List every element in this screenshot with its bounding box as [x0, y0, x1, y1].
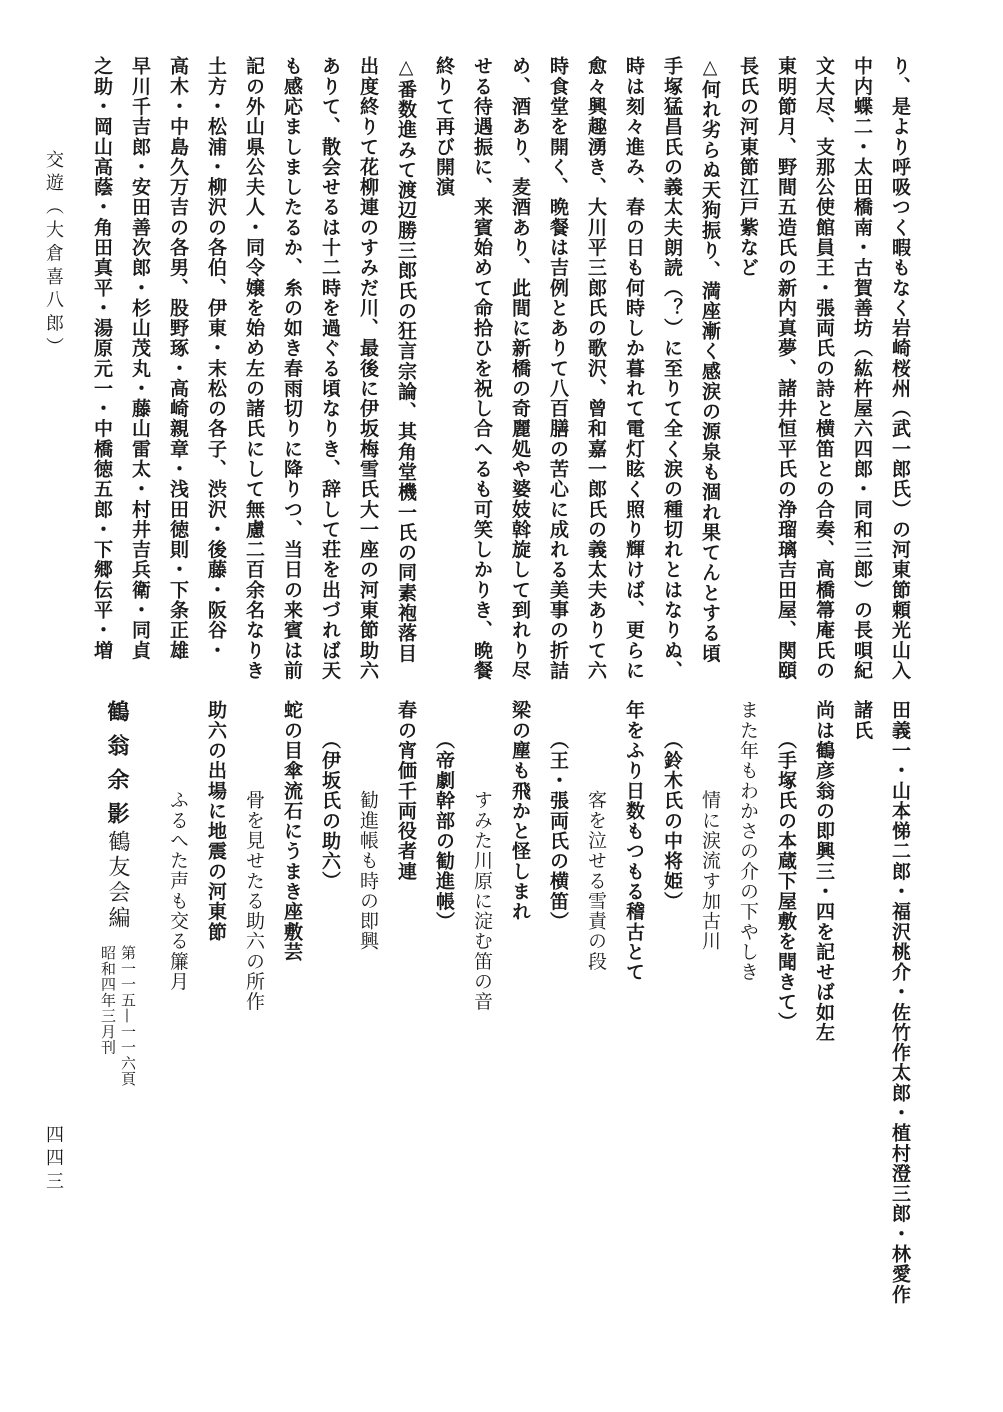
text-line: 時は刻々進み、春の日も何時しか暮れて電灯眩く照り輝けば、更らに	[623, 56, 645, 681]
book-editor: 鶴友会編	[105, 830, 130, 932]
text-line: 之助・岡山高蔭・角田真平・湯原元一・中橋徳五郎・下郷伝平・増	[91, 56, 113, 661]
text-line: 愈々興趣湧き、大川平三郎氏の歌沢、曾和嘉一郎氏の義太夫ありて六	[585, 56, 607, 681]
text-line: （手塚氏の本蔵下屋敷を聞きて）	[775, 730, 797, 1033]
text-line: 長氏の河東節江戸紫など	[737, 56, 759, 278]
poem-line: すみた川原に淀む笛の音	[471, 790, 493, 1012]
text-line: （帝劇幹部の勧進帳）	[433, 730, 455, 932]
text-line: 尚は鶴彦翁の即興三・四を記せば如左	[813, 700, 835, 1043]
text-line: 田義一・山本悌二郎・福沢桃介・佐竹作太郎・植村澄三郎・林愛作	[889, 700, 911, 1305]
text-line: 高木・中島久万吉の各男、股野琢・高崎親章・浅田徳則・下条正雄	[167, 56, 189, 661]
poem-line: 春の宵価千両役者連	[395, 700, 417, 882]
text-line: り、是より呼吸つく暇もなく岩崎桜州（武一郎氏）の河東節頼光山入	[889, 56, 911, 681]
poem-line: 年をふり日数もつもる稽古とて	[623, 700, 645, 982]
text-line: 東明節月、野間五造氏の新内真夢、諸井恒平氏の浄瑠璃吉田屋、関頤	[775, 56, 797, 681]
text-line: △番数進みて渡辺勝三郎氏の狂言宗論、其角堂機一氏の同素袍落目	[395, 56, 417, 664]
text-line: 中内蝶二・太田橋南・古賀善坊（紘杵屋六四郎・同和三郎）の長唄紀	[851, 56, 873, 681]
text-line: 時食堂を開く、晩餐は吉例とありて八百膳の苦心に成れる美事の折詰	[547, 56, 569, 681]
text-line: （伊坂氏の助六）	[319, 730, 341, 892]
text-line: 土方・松浦・柳沢の各伯、伊東・末松の各子、渋沢・後藤・阪谷・	[205, 56, 227, 661]
text-line: 出度終りて花柳連のすみだ川、最後に伊坂梅雪氏大一座の河東節助六	[357, 56, 379, 681]
text-line: （鈴木氏の中将姫）	[661, 730, 683, 912]
text-line: （王・張両氏の横笛）	[547, 730, 569, 932]
text-line: 記の外山県公夫人・同令嬢を始め左の諸氏にして無慮二百余名なりき	[243, 56, 265, 681]
poem-line: 客を泣せる雪責の段	[585, 790, 607, 972]
poem-line: 助六の出場に地震の河東節	[205, 700, 227, 942]
text-line: ありて、散会せるは十二時を過ぐる頃なりき、辞して荘を出づれば天	[319, 56, 341, 681]
poem-line: 蛇の目傘流石にうまき座敷芸	[281, 700, 303, 962]
text-line: 諸氏	[851, 700, 873, 741]
book-pages: 第一一五—一一六頁	[119, 945, 137, 1087]
text-line: 早川千吉郎・安田善次郎・杉山茂丸・藤山雷太・村井吉兵衛・同貞	[129, 56, 151, 661]
page-number: 四四三	[43, 1125, 64, 1196]
text-line: 終りて再び開演	[433, 56, 455, 197]
text-line: 文大尽、支那公使館員王・張両氏の詩と横笛との合奏、高橋箒庵氏の	[813, 56, 835, 681]
poem-line: 梁の塵も飛かと怪しまれ	[509, 700, 531, 922]
book-title: 鶴翁余影	[104, 700, 130, 837]
poem-line: 情に涙流す加古川	[699, 790, 721, 952]
text-line: △何れ劣らぬ天狗振り、満座漸く感涙の源泉も涸れ果てんとする頃	[699, 56, 721, 664]
poem-line: ふるへた声も交る簾月	[167, 790, 189, 992]
running-head: 交遊（大倉喜八郎）	[43, 150, 64, 361]
poem-line: 骨を見せたる助六の所作	[243, 790, 265, 1012]
text-line: 手塚猛昌氏の義太夫朗読（？）に至りて全く涙の種切れとはなりぬ、	[661, 56, 683, 681]
text-line: も感応ましましたるか、糸の如き春雨切りに降りつ、当日の来賓は前	[281, 56, 303, 681]
text-line: せる待遇振に、来賓始めて命拾ひを祝し合へるも可笑しかりき、晩餐	[471, 56, 493, 681]
poem-line: また年もわかさの介の下やしき	[737, 700, 759, 982]
poem-line: 勧進帳も時の即興	[357, 790, 379, 952]
book-date: 昭和四年三月刊	[99, 945, 117, 1056]
text-line: め、酒あり、麦酒あり、此間に新橋の奇麗処や婆妓斡旋して到れり尽	[509, 56, 531, 681]
